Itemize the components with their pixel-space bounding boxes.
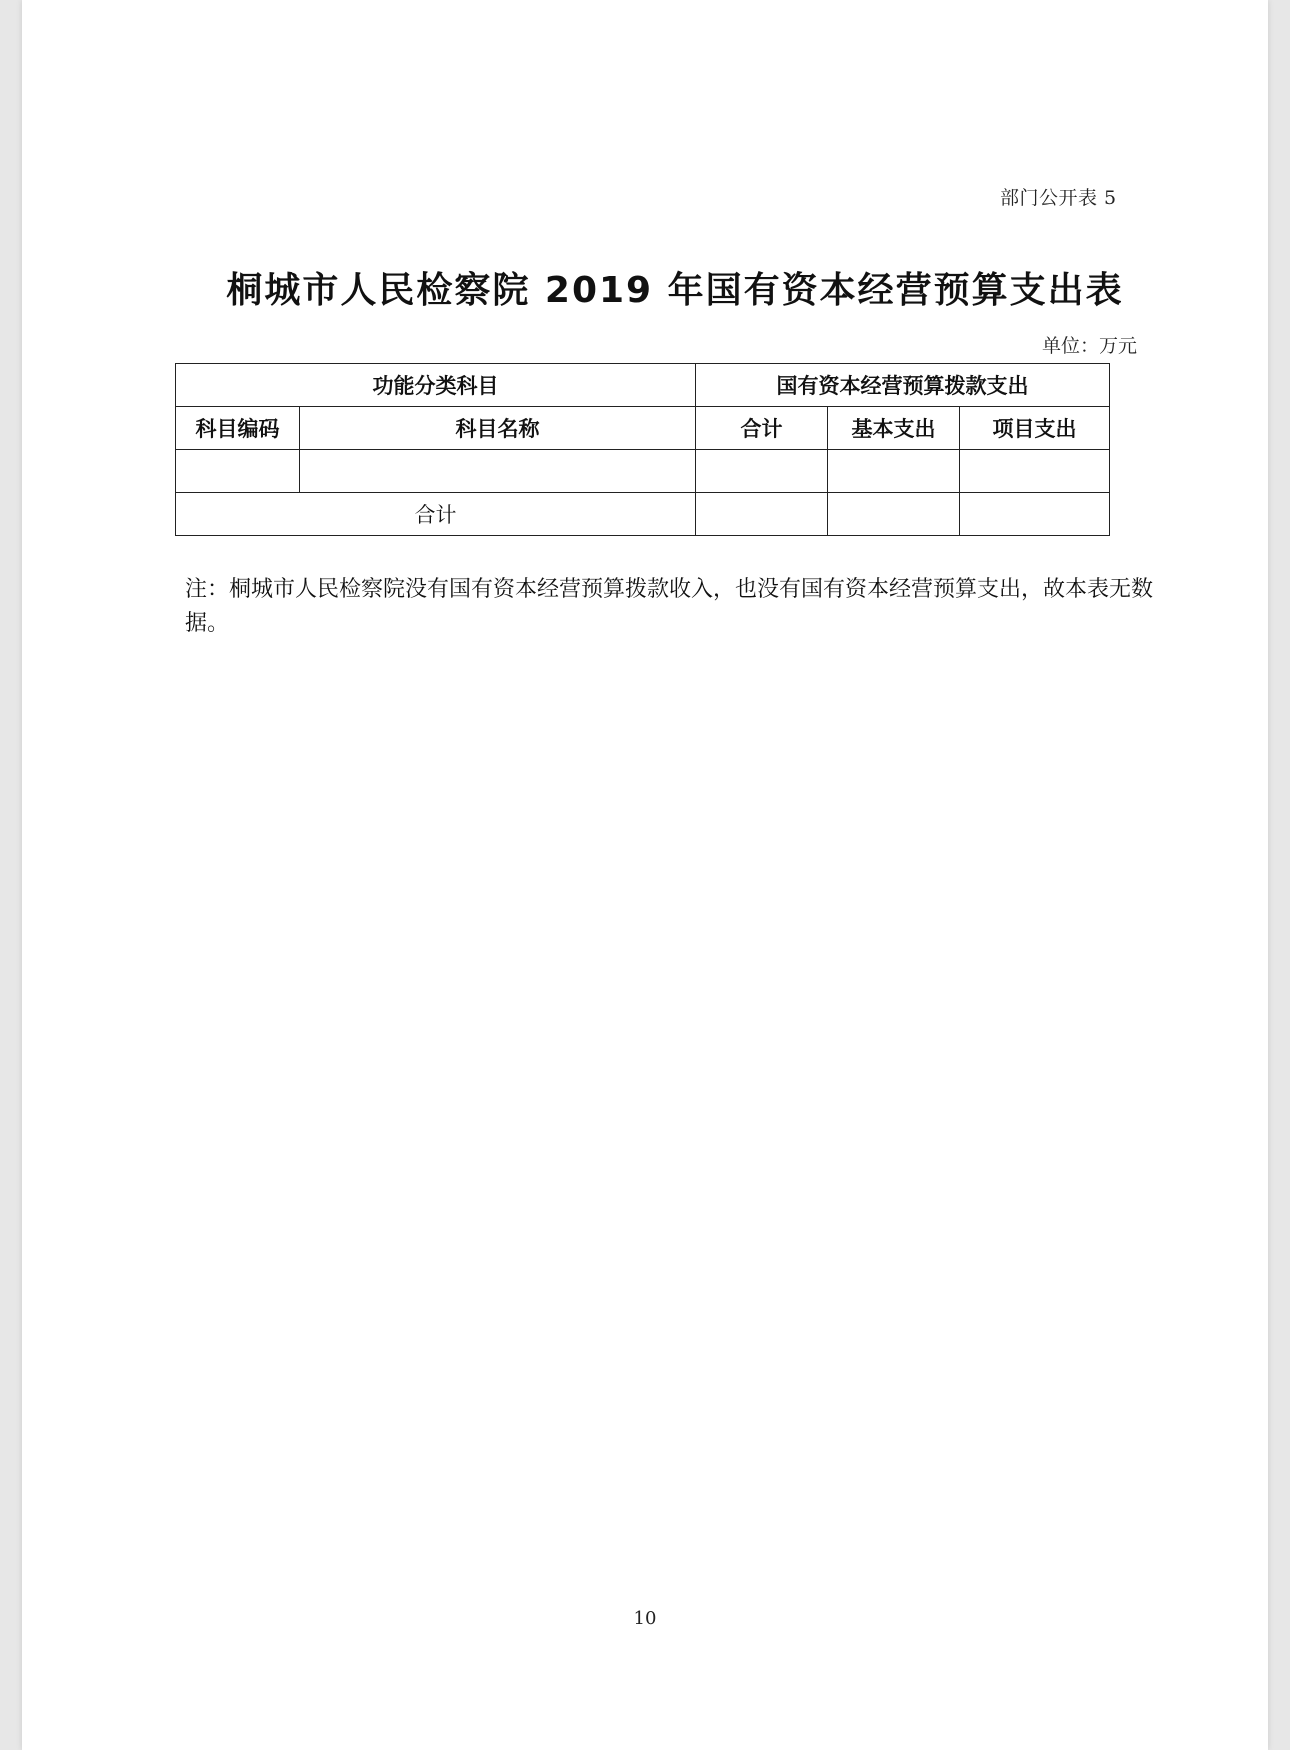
appropriation-expenditure-header: 国有资本经营预算拨款支出: [696, 364, 1110, 407]
function-category-header: 功能分类科目: [176, 364, 696, 407]
project-expenditure-cell: [960, 450, 1110, 493]
subject-name-header: 科目名称: [300, 407, 696, 450]
subject-name-cell: [300, 450, 696, 493]
page-title: 桐城市人民检察院 2019 年国有资本经营预算支出表: [226, 270, 1124, 311]
total-row: [176, 493, 1110, 536]
project-expenditure-header: 项目支出: [960, 407, 1110, 450]
basic-expenditure-cell: [828, 450, 960, 493]
subject-code-header: 科目编码: [176, 407, 300, 450]
unit-label: 单位：万元: [1042, 335, 1138, 357]
subject-code-cell: [176, 450, 300, 493]
page-number: 10: [633, 1608, 657, 1629]
form-code-label: 部门公开表 5: [1000, 187, 1117, 209]
total-row-project-cell: [960, 493, 1110, 536]
total-row-total-cell: [696, 493, 828, 536]
table-row: [176, 450, 1110, 493]
total-cell: [696, 450, 828, 493]
total-header: 合计: [696, 407, 828, 450]
group-header-row: [176, 364, 1110, 407]
total-row-basic-cell: [828, 493, 960, 536]
note-text: 注：桐城市人民检察院没有国有资本经营预算拨款收入，也没有国有资本经营预算支出，故本表无数据。: [185, 577, 1154, 636]
total-row-label: 合计: [176, 493, 696, 536]
basic-expenditure-header: 基本支出: [828, 407, 960, 450]
budget-expenditure-table: [175, 363, 1110, 536]
column-header-row: [176, 407, 1110, 450]
